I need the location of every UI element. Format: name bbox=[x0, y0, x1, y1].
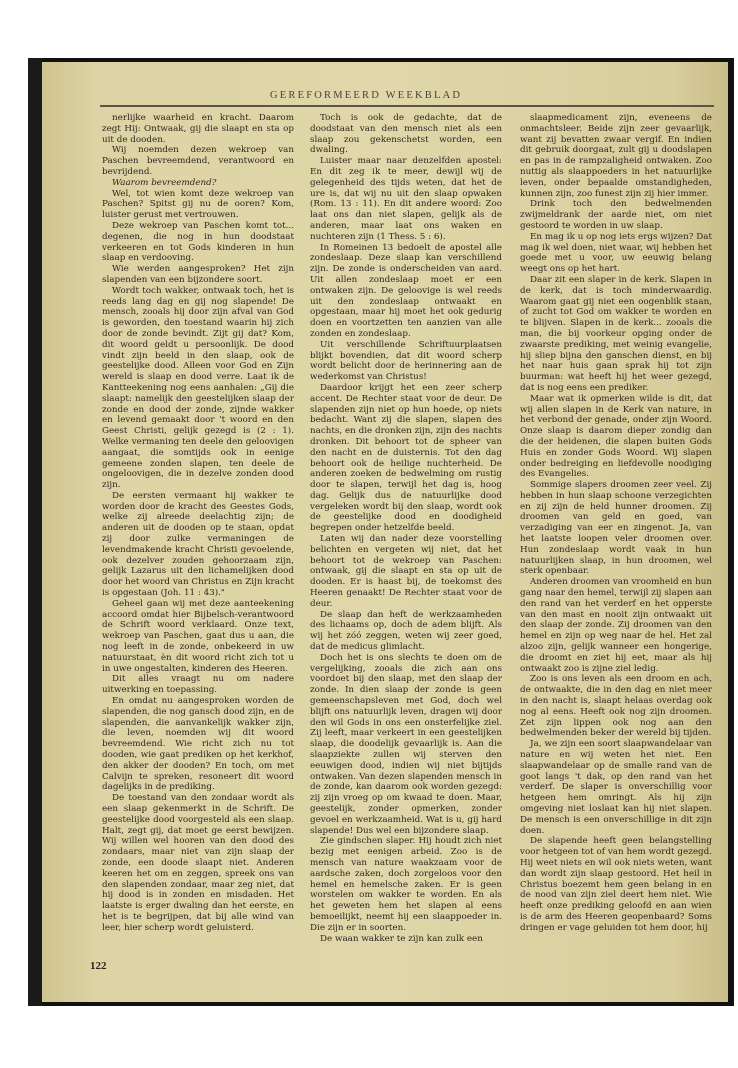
page-number: 122 bbox=[90, 960, 107, 972]
paragraph: De waan wakker te zijn kan zulk een bbox=[320, 933, 483, 944]
paragraph: Luister maar naar denzelfden apostel: En dit zeg ik te meer, dewijl wij de gelegenheid des tijds weten, dat het de ure is, dat wij nu uit den slaap opwaken (Rom. 13 : 11). En dit andere woord: Zoo laat ons dan niet slapen, gelijk als de anderen, maar laat ons waken en nuchteren zijn (1 Thess. 5 : 6). bbox=[310, 156, 502, 242]
paragraph: De slaap dan heft de werkzaamheden des lichaams op, doch de adem blijft. Als wij het zóó zeggen, weten wij zeer goed, dat de medicus glimlacht. bbox=[310, 609, 502, 653]
paragraph: Zoo is ons leven als een droom en ach, de ontwaakte, die in den dag en niet meer in den nacht is, slaapt helaas overdag ook nog al eens. Heeft ook nog zijn droomen. Zet zijn lippen ook nog aan den bedwelmenden beker der wereld bij tijden. bbox=[520, 674, 712, 739]
paragraph: Ja, we zijn een soort slaapwandelaar van nature en wij weten het niet. Een slaapwandelaar op de smalle rand van de goot langs 't dak, op den rand van het verderf. De slaper is onverschillig voor hetgeen hem omringt. Als hij zijn omgeving niet loslaat kan hij niet slapen. De mensch is een onverschillige in dit zijn doen. bbox=[520, 739, 712, 836]
header-rule bbox=[100, 105, 714, 107]
paragraph: slaapmedicament zijn, eveneens de onmachtsleer. Beide zijn zeer gevaarlijk, want zij bevatten zwaar vergif. En indien dit gebruik doorgaat, zult gij u doodslapen en pas in de rampzaligheid ontwaken. Zoo nuttig als slaappoeders in het natuurlijke leven, onder bepaalde omstandigheden, kunnen zijn, zoo funest zijn zij hier immer. bbox=[520, 113, 712, 199]
paragraph: Wel, tot wien komt deze wekroep van Paschen? Spitst gij nu de ooren? Kom, luister gerust met vertrouwen. bbox=[102, 188, 294, 221]
paragraph: Sommige slapers droomen zeer veel. Zij hebben in hun slaap schoone verzegichten en zij zijn de held hunner droomen. Zij droomen van geld en goed, van verzadiging van eer en zingenot. Ja, van het laatste loopen veler droomen over. Hun zondeslaap wordt vaak in hun natuurlijken slaap, in hun droomen, wel sterk openbaar. bbox=[520, 480, 712, 577]
paragraph: Wordt toch wakker, ontwaak toch, het is reeds lang dag en gij nog slapende! De mensch, zooals hij door zijn afval van God is geworden, den toestand waarin hij zich door de zonde bevindt. Zijt gij dat? Kom, dit woord geldt u persoonlijk. De dood vindt zijn beeld in den slaap, ook de geestelijke dood. Alleen voor God en Zijn wereld is slaap en dood verre. Laat ik de Kantteekening nog eens aanhalen: „Gij die slaapt: namelijk den geestelijken slaap der zonde en dood der zonde, zijnde wakker en levend gemaakt door 't woord en den Geest Christi, gelijk gezegd is (2 : 1). Welke vermaning ten deele den geloovigen aangaat, die somtijds ook in eenige gemeene zonden slapen, ten deele de ongeloovigen, die in dezelve zonden dood zijn. bbox=[102, 285, 294, 491]
running-header: GEREFORMEERD WEEKBLAD bbox=[270, 90, 463, 101]
paragraph: Maar wat ik opmerken wilde is dit, dat wij allen slapen in de Kerk van nature, in het verbond der genade, onder zijn Woord. Onze slaap is daarom dieper zondig dan die der heidenen, die slapen buiten Gods Huis en zonder Gods Woord. Wij slapen onder bedreiging en liefdevolle noodiging des Evangelies. bbox=[520, 393, 712, 480]
paragraph: Daardoor krijgt het een zeer scherp accent. De Rechter staat voor de deur. De slapenden zijn niet op hun hoede, op niets bedacht. Want zij die slapen, slapen des nachts, en die dronken zijn, zijn des nachts dronken. Dit behoort tot de spheer van den nacht en de duisternis. Tot den dag behoort ook de heilige nuchterheid. De anderen zoeken de bedwelming om rustig door te slapen, terwijl het dag is, hoog dag. Gelijk dus de natuurlijke dood vergeleken wordt bij den slaap, wordt ook de geestelijke dood en doodigheid begrepen onder hetzelfde beeld. bbox=[310, 382, 502, 534]
paragraph: Daar zit een slaper in de kerk. Slapen in de kerk, dat is toch minderwaardig. Waarom gaat gij niet een oogenblik staan, of zucht tot God om wakker te worden en te blijven. Slapen in de kerk... zooals die man, die bij voorkeur opging onder de zwaarste prediking, met weinig evangelie, hij sliep bijna den ganschen dienst, en bij het naar huis gaan sprak hij tot zijn buurman: wat heeft hij het weer gezegd, dat is nog eens een prediker. bbox=[520, 274, 712, 393]
column-2 bbox=[310, 113, 502, 973]
paragraph: nerlijke waarheid en kracht. Daarom zegt Hij: Ontwaak, gij die slaapt en sta op uit de dooden. bbox=[102, 113, 294, 145]
paragraph: Geheel gaan wij met deze aanteekening accoord omdat hier Bijbelsch-verantwoord de Schrift woord verklaard. Onze text, wekroep van Paschen, gaat dus u aan, die nog leeft in de zonde, onbekeerd in uw natuurstaat, èn dit woord richt zich tot u in uwe ongestalten, kinderen des Heeren. bbox=[102, 598, 294, 674]
paragraph: De slapende heeft geen belangstelling voor hetgeen tot of van hem wordt gezegd. Hij weet niets en wil ook niets weten, want dan wordt zijn slaap gestoord. Het heil in Christus boezemt hem geen belang in en de nood van zijn ziel deert hem niet. Wie heeft onze prediking geloofd en aan wien is de arm des Heeren geopenbaard? Soms dringen er vage geluiden tot hem door, hij bbox=[520, 836, 712, 933]
paragraph: En omdat nu aangesproken worden de slapenden, die nog gansch dood zijn, en de slapenden, die aanvankelijk wakker zijn, die leven, noemden wij dit woord bevreemdend. Wie richt zich nu tot dooden, wie gaat prediken op het kerkhof, den akker der dooden? En toch, om met Calvijn te spreken, resoneert dit woord dagelijks in de prediking. bbox=[102, 696, 294, 793]
paragraph: Uit verschillende Schriftuurplaatsen blijkt bovendien, dat dit woord scherp wordt belicht door de herinnering aan de wederkomst van Christus! bbox=[310, 339, 502, 383]
column-1 bbox=[102, 113, 294, 973]
column-3 bbox=[520, 113, 712, 973]
paragraph: Toch is ook de gedachte, dat de doodstaat van den mensch niet als een slaap zou gekenschetst worden, een dwaling. bbox=[310, 113, 502, 156]
paragraph: Waarom bevreemdend? bbox=[112, 177, 217, 188]
paragraph: In Romeinen 13 bedoelt de apostel alle zondeslaap. Deze slaap kan verschillend zijn. De zonde is onderscheiden van aard. Uit allen zondeslaap moet er een ontwaken zijn. De geloovige is wel reeds uit den zondeslaap ontwaakt en opgestaan, maar hij moet het ook gedurig doen en voortzetten ten aanzien van alle zonden en zondeslaap. bbox=[310, 242, 502, 339]
paragraph: Wie werden aangesproken? Het zijn slapenden van een bijzondere soort. bbox=[102, 264, 294, 285]
paragraph: Anderen droomen van vroomheid en hun gang naar den hemel, terwijl zij slapen aan den rand van het verderf en het opperste van den mast en nooit zijn ontwaakt uit den slaap der zonde. Zij droomen van den hemel en zijn op weg naar de hel. Het zal alzoo zijn, gelijk wanneer een hongerige, die droomt en ziet hij eet, maar als hij ontwaakt zoo is zijne ziel ledig. bbox=[520, 577, 712, 674]
paragraph: Wij noemden dezen wekroep van Paschen bevreemdend, verantwoord en bevrijdend. bbox=[102, 145, 294, 177]
paragraph: Doch het is ons slechts te doen om de vergelijking, zooals die zich aan ons voordoet bij den slaap, met den slaap der zonde. In dien slaap der zonde is geen gemeenschapsleven met God, doch wel blijft ons natuurlijk leven, dragen wij door den wil Gods in ons een onsterfelijke ziel. Zij leeft, maar verkeert in een geestelijken slaap, die doodelijk gevaarlijk is. Aan die slaapziekte zullen wij sterven den eeuwigen dood, indien wij niet bijtijds ontwaken. Van dezen slapenden mensch in de zonde, kan daarom ook worden gezegd: zij zijn vroeg op om kwaad te doen. Maar, geestelijk, zonder opmerken, zonder gevoel en werkzaamheid. Wat is u, gij hard slapende! Dus wel een bijzondere slaap. bbox=[310, 652, 502, 836]
paragraph: Drink toch den bedwelmenden zwijmeldrank der aarde niet, om niet gestoord te worden in uw slaap. bbox=[520, 199, 712, 231]
paragraph: De eersten vermaant hij wakker te worden door de kracht des Geestes Gods, welke zij alreede deelachtig zijn; de anderen uit de dooden op te staan, opdat zij door zulke vermaningen de levendmakende kracht Christi gevoelende, ook dezelver zouden gehoorzaam zijn, gelijk Lazarus uit den lichamelijken dood door het woord van Christus en Zijn kracht is opgestaan (Joh. 11 : 43)." bbox=[102, 490, 294, 599]
paragraph: De toestand van den zondaar wordt als een slaap gekenmerkt in de Schrift. De geestelijke dood voorgesteld als een slaap. Halt, zegt gij, dat moet ge eerst bewijzen. Wij willen wel hooren van den dood des zondaars, maar niet van zijn slaap der zonde, een doode slaapt niet. Anderen keeren het om en zeggen, spreek ons van den slapenden zondaar, maar zeg niet, dat hij dood is in zonden en misdaden. Het laatste is erger dwaling dan het eerste, en het is te begrijpen, dat bij alle wind van leer, hier scherp wordt geluisterd. bbox=[102, 793, 294, 933]
paragraph: Zie gindschen slaper. Hij houdt zich niet bezig met eenigen arbeid. Zoo is de mensch van nature waakzaam voor de aardsche zaken, doch zorgeloos voor den hemel en hemelsche zaken. Er is geen worstelen om wakker te worden. En als het geweten hem het slapen al eens bemoeilijkt, neemt hij een slaappoeder in. Die zijn er in soorten. bbox=[310, 836, 502, 933]
paragraph: Dit alles vraagt nu om nadere uitwerking en toepassing. bbox=[102, 674, 294, 696]
paragraph: Laten wij dan nader deze voorstelling belichten en vergeten wij niet, dat het behoort tot de wekroep van Paschen: ontwaak, gij die slaapt en sta op uit de dooden. Er is haast bij, de toekomst des Heeren genaakt! De Rechter staat voor de deur. bbox=[310, 534, 502, 609]
paragraph: En mag ik u op nog iets ergs wijzen? Dat mag ik wel doen, niet waar, wij hebben het goede met u voor, uw eeuwig belang weegt ons op het hart. bbox=[520, 231, 712, 275]
paragraph: Deze wekroep van Paschen komt tot... degenen, die nog in hun doodstaat verkeeren en tot Gods kinderen in hun slaap en verdooving. bbox=[102, 220, 294, 264]
binding-edge bbox=[28, 58, 42, 1006]
